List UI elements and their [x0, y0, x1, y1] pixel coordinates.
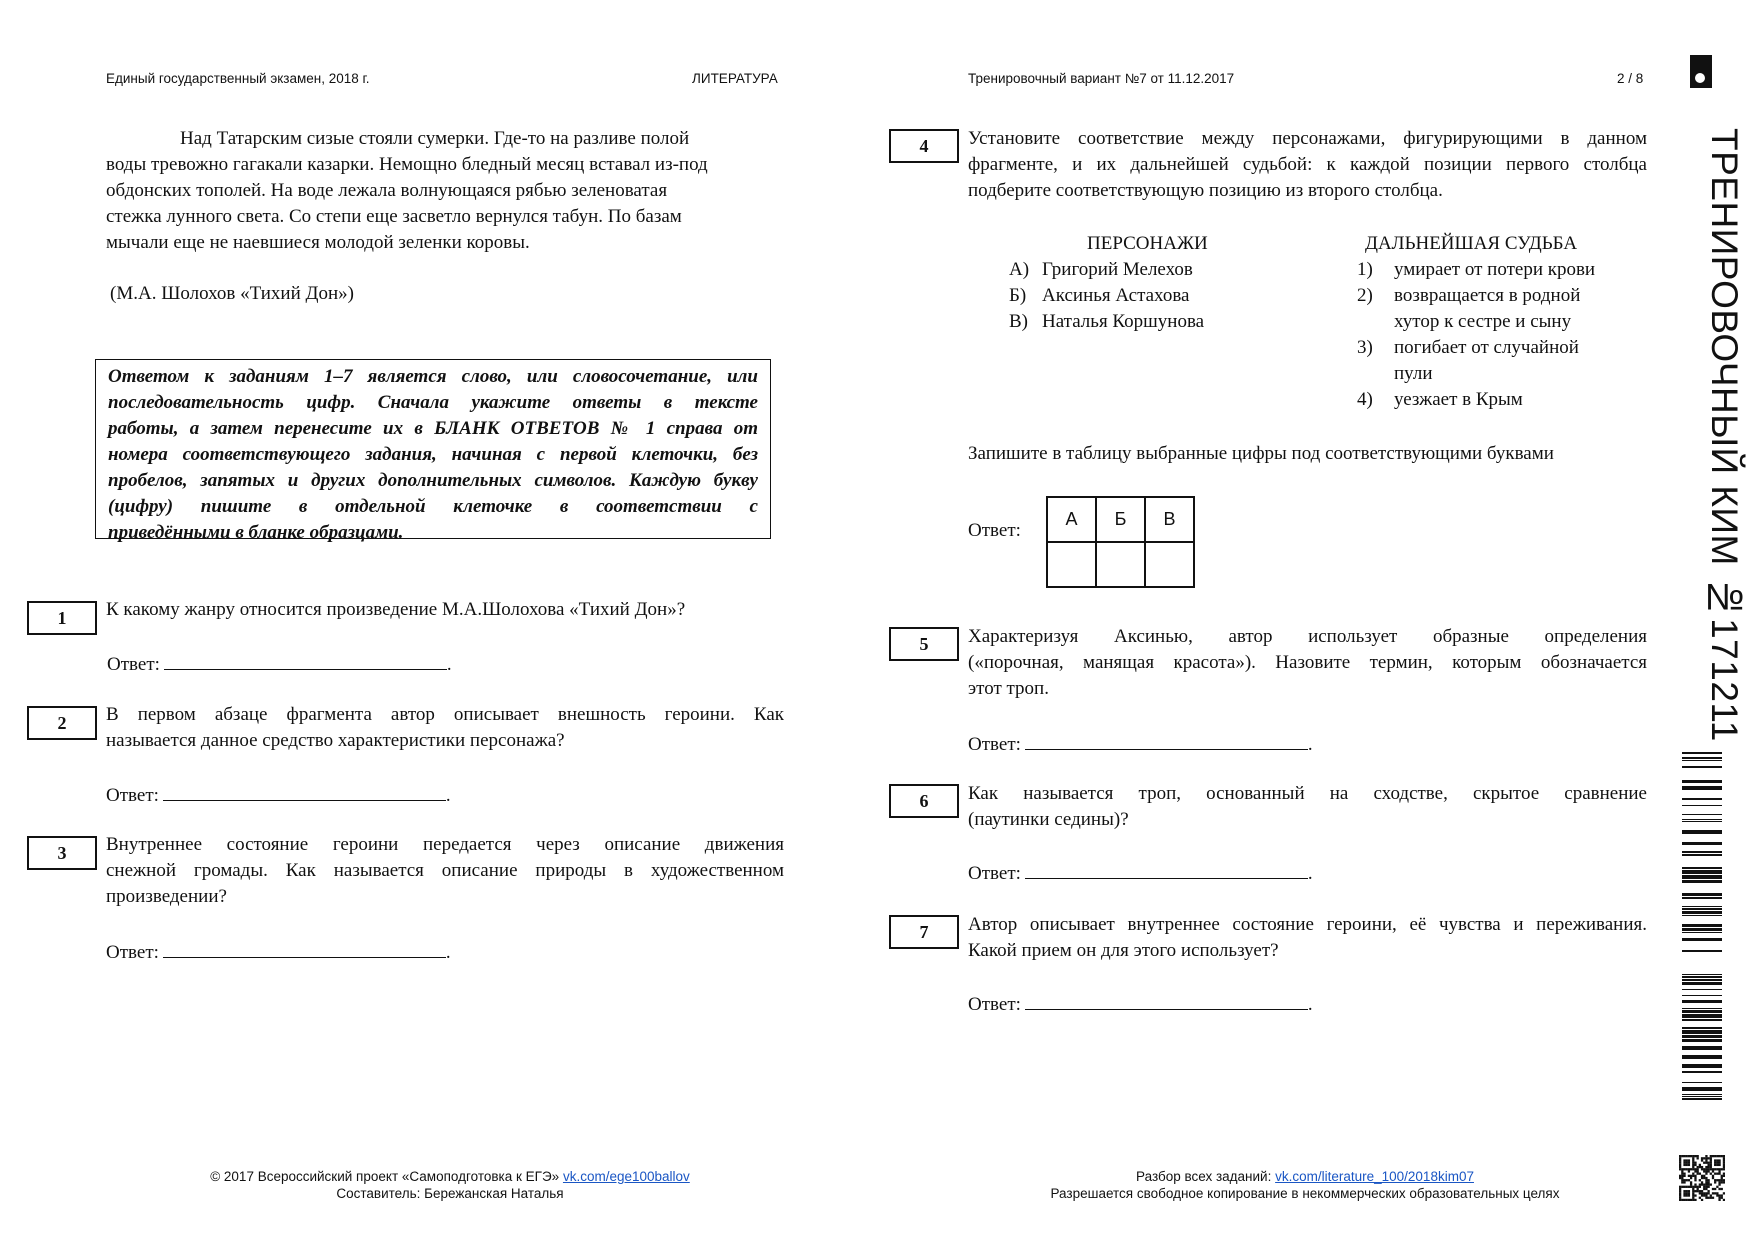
question-number-6: 6: [889, 784, 959, 818]
answer-label-4: Ответ:: [968, 520, 1021, 541]
analysis-link[interactable]: vk.com/literature_100/2018kim07: [1275, 1169, 1474, 1184]
barcode-icon: [1682, 752, 1722, 1100]
answer-field-2[interactable]: Ответ: .: [106, 782, 451, 807]
question-line: Как называется троп, основанный на сходстве, скрытое сравнение: [968, 783, 1647, 804]
project-link[interactable]: vk.com/ege100ballov: [562, 1169, 690, 1184]
question-2-text: [106, 702, 784, 754]
question-1-text: К какому жанру относится произведение М.А.Шолохова «Тихий Дон»?: [106, 599, 686, 620]
answer-field-5[interactable]: Ответ: .: [968, 731, 1313, 756]
instruction-line: работы, а затем перенесите их в БЛАНК ОТВЕТОВ № 1 справа от: [108, 418, 758, 439]
passage-line: стежка лунного света. Со степи еще засветло вернулся табун. По базам: [106, 206, 682, 227]
instruction-line: приведёнными в бланке образцами.: [108, 522, 404, 543]
footer-left: [120, 1168, 780, 1202]
footer-right: [1000, 1168, 1610, 1202]
answer-line[interactable]: [163, 782, 446, 801]
answer-line[interactable]: [1025, 860, 1308, 879]
table-header-v: В: [1145, 497, 1194, 542]
answer-line[interactable]: [1025, 731, 1308, 750]
answer-line[interactable]: [163, 939, 446, 958]
question-line: Какой прием он для этого использует?: [968, 940, 1279, 961]
fates-column-title: ДАЛЬНЕЙШАЯ СУДЬБА: [1365, 233, 1578, 254]
answer-field-3[interactable]: Ответ: .: [106, 939, 451, 964]
question-5-text: [968, 624, 1647, 702]
answer-label: Ответ:: [107, 654, 160, 675]
page-number: 2 / 8: [1617, 71, 1644, 86]
question-number-2: 2: [27, 706, 97, 740]
question-line: этот троп.: [968, 678, 1049, 699]
table-cell-a[interactable]: [1047, 542, 1096, 587]
passage-line: мычали еще не наевшиеся молодой зеленки коровы.: [106, 232, 530, 253]
character-name: Наталья Коршунова: [1042, 311, 1205, 332]
qr-code-icon: [1679, 1155, 1725, 1201]
question-line: подберите соответствующую позицию из второго столбца.: [968, 180, 1443, 201]
instruction-line: пробелов, запятых и других дополнительных символов. Каждую букву: [108, 470, 758, 491]
fate-key: 2): [1357, 285, 1373, 306]
instruction-line: последовательность цифр. Сначала укажите ответы в тексте: [108, 392, 758, 413]
answer-line[interactable]: [1025, 991, 1308, 1010]
table-header-a: А: [1047, 497, 1096, 542]
subject-title: ЛИТЕРАТУРА: [692, 71, 778, 86]
side-title: ТРЕНИРОВОЧНЫЙ КИМ №171211: [1704, 128, 1745, 742]
instructions-box: [95, 359, 771, 543]
question-line: Установите соответствие между персонажами, фигурирующими в данном: [968, 128, 1647, 149]
copyright-text: © 2017 Всероссийский проект «Самоподготовка к ЕГЭ»: [210, 1169, 560, 1184]
passage-line: обдонских тополей. На воде лежала волнующаяся рябью зеленоватая: [106, 180, 668, 201]
answer-label: Ответ:: [106, 942, 159, 963]
answer-table: [1046, 496, 1195, 588]
table-cell-b[interactable]: [1096, 542, 1145, 587]
question-6-text: [968, 781, 1647, 833]
fate-text: умирает от потери крови: [1394, 259, 1596, 280]
variant-title: Тренировочный вариант №7 от 11.12.2017: [968, 71, 1235, 86]
fate-text: хутор к сестре и сыну: [1394, 311, 1572, 332]
instruction-line: Ответом к заданиям 1–7 является слово, или словосочетание, или: [108, 366, 758, 387]
answer-label: Ответ:: [968, 994, 1021, 1015]
question-line: называется данное средство характеристики персонажа?: [106, 730, 565, 751]
fate-text: погибает от случайной: [1394, 337, 1579, 358]
question-line: В первом абзаце фрагмента автор описывает внешность героини. Как: [106, 704, 784, 725]
analysis-text: Разбор всех заданий:: [1136, 1169, 1272, 1184]
answer-label: Ответ:: [968, 863, 1021, 884]
question-line: произведении?: [106, 886, 227, 907]
table-header-b: Б: [1096, 497, 1145, 542]
character-key: А): [1009, 259, 1030, 280]
characters-column-title: ПЕРСОНАЖИ: [1087, 233, 1208, 254]
question-number-5: 5: [889, 627, 959, 661]
fate-text: пули: [1394, 363, 1433, 384]
question-number-3: 3: [27, 836, 97, 870]
answer-field-6[interactable]: Ответ: .: [968, 860, 1313, 885]
character-name: Григорий Мелехов: [1042, 259, 1193, 280]
question-line: снежной громады. Как называется описание природы в художественном: [106, 860, 784, 881]
question-line: («порочная, манящая красота»). Назовите термин, которым обозначается: [968, 652, 1647, 673]
fate-key: 1): [1357, 259, 1373, 280]
answer-label: Ответ:: [968, 734, 1021, 755]
author-text: Составитель: Бережанская Наталья: [336, 1186, 564, 1201]
table-prompt: Запишите в таблицу выбранные цифры под соответствующими буквами: [968, 443, 1554, 464]
question-number-7: 7: [889, 915, 959, 949]
answer-label: Ответ:: [106, 785, 159, 806]
passage-line: Над Татарским сизые стояли сумерки. Где-то на разливе полой: [180, 128, 690, 149]
character-name: Аксинья Астахова: [1042, 285, 1190, 306]
question-line: (паутинки седины)?: [968, 809, 1129, 830]
literary-passage: [106, 126, 778, 256]
copy-permission-text: Разрешается свободное копирование в некоммерческих образовательных целях: [1050, 1186, 1560, 1201]
instruction-line: (цифру) пишите в отдельной клеточке в соответствии с: [108, 496, 758, 517]
passage-line: воды тревожно гагакали казарки. Немощно бледный месяц вставал из-под: [106, 154, 708, 175]
question-line: фрагменте, и их дальнейшей судьбой: к каждой позиции первого столбца: [968, 154, 1647, 175]
question-7-text: [968, 912, 1647, 964]
answer-field-7[interactable]: Ответ: .: [968, 991, 1313, 1016]
table-cell-v[interactable]: [1145, 542, 1194, 587]
question-3-text: [106, 832, 784, 910]
answer-line[interactable]: [164, 651, 447, 670]
fate-key: 4): [1357, 389, 1373, 410]
fate-text: возвращается в родной: [1394, 285, 1581, 306]
question-line: Автор описывает внутреннее состояние героини, её чувства и переживания.: [968, 914, 1647, 935]
question-number-4: 4: [889, 129, 959, 163]
question-line: Внутреннее состояние героини передается через описание движения: [106, 834, 784, 855]
character-key: В): [1009, 311, 1028, 332]
question-line: Характеризуя Аксинью, автор использует образные определения: [968, 626, 1647, 647]
instruction-line: номера соответствующего задания, начиная с первой клеточки, без: [108, 444, 758, 465]
logo-icon: [1690, 55, 1712, 88]
question-4-text: [968, 126, 1647, 204]
character-key: Б): [1009, 285, 1027, 306]
fate-key: 3): [1357, 337, 1373, 358]
question-number-1: 1: [27, 601, 97, 635]
exam-header: Единый государственный экзамен, 2018 г.: [106, 71, 370, 86]
passage-source: (М.А. Шолохов «Тихий Дон»): [110, 283, 354, 304]
fate-text: уезжает в Крым: [1394, 389, 1523, 410]
answer-field-1[interactable]: Ответ: .: [107, 651, 452, 676]
